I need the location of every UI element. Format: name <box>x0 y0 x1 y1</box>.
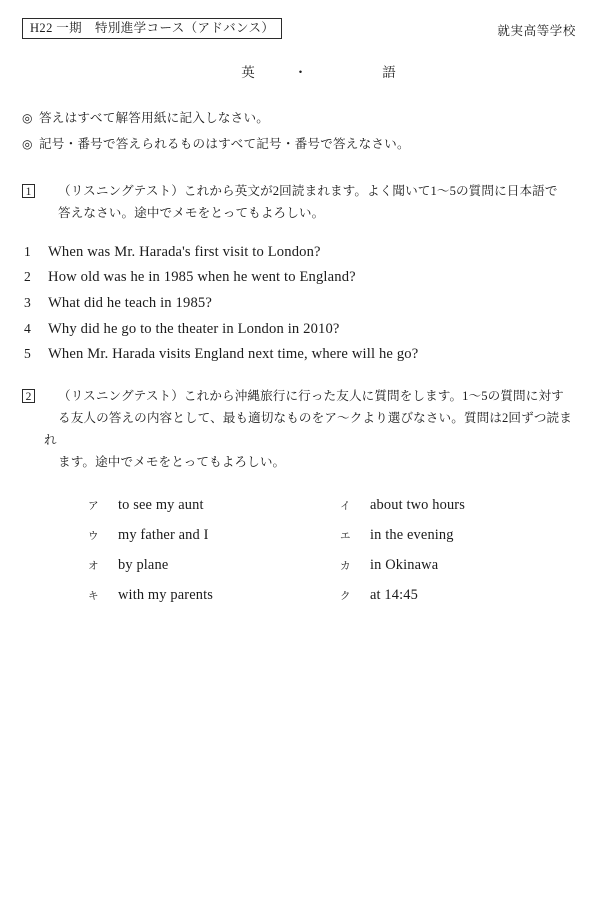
item-number: 5 <box>24 346 31 362</box>
choice-item <box>340 587 578 604</box>
list-item <box>22 347 578 362</box>
subject-dot: ・ <box>293 65 309 81</box>
page-header <box>22 18 578 39</box>
subject-title <box>22 61 578 81</box>
choice-item <box>340 527 578 544</box>
choice-item <box>340 497 578 514</box>
item-number: 2 <box>24 269 31 285</box>
subject-char-1: 英 <box>241 65 256 81</box>
choice-mark: ア <box>88 500 99 512</box>
choice-text: with my parents <box>118 586 213 603</box>
choice-text: by plane <box>118 556 169 573</box>
choice-mark: オ <box>88 560 99 572</box>
choice-item <box>340 557 578 574</box>
instruction-line <box>22 132 578 157</box>
choice-text: my father and I <box>118 526 209 543</box>
choice-item <box>88 557 340 574</box>
question-2-block <box>22 385 578 604</box>
choice-mark: ク <box>340 590 351 602</box>
instruction-text: 記号・番号で答えられるものはすべて記号・番号で答えなさい。 <box>39 136 410 151</box>
question-number-box <box>22 180 44 202</box>
item-text: When was Mr. Harada's first visit to London? <box>48 243 321 260</box>
choice-text: at 14:45 <box>370 586 418 603</box>
choice-mark: キ <box>88 590 99 602</box>
subject-char-2: 語 <box>382 65 397 81</box>
choice-mark: エ <box>340 530 351 542</box>
item-number: 1 <box>24 243 31 259</box>
item-text: How old was he in 1985 when he went to England? <box>48 269 356 286</box>
question-number-box <box>22 385 44 407</box>
choice-text: to see my aunt <box>118 496 204 513</box>
list-item <box>22 270 578 285</box>
question-1-line-2: 答えなさい。途中でメモをとってもよろしい。 <box>58 205 325 220</box>
question-2-line-2: る友人の答えの内容として、最も適切なものをア～クより選びなさい。質問は2回ずつ読まれ <box>44 410 572 447</box>
double-circle-icon: ◎ <box>22 136 33 151</box>
exam-label-box: H22 一期 特別進学コース（アドバンス） <box>22 18 282 39</box>
question-2-text <box>44 385 578 473</box>
question-1-block <box>22 180 578 362</box>
list-item <box>22 296 578 311</box>
question-2-line-1: （リスニングテスト）これから沖縄旅行に行った友人に質問をします。1～5の質問に対す <box>58 388 564 403</box>
choice-text: in Okinawa <box>370 556 439 573</box>
question-2-choices <box>22 497 578 604</box>
item-text: Why did he go to the theater in London in 2010? <box>48 320 340 337</box>
choice-text: about two hours <box>370 496 465 513</box>
choice-text: in the evening <box>370 526 454 543</box>
choice-mark: イ <box>340 500 351 512</box>
question-2-heading <box>22 385 578 473</box>
item-number: 3 <box>24 295 31 310</box>
question-1-items <box>22 245 578 362</box>
item-text: When Mr. Harada visits England next time, where will he go? <box>48 346 419 363</box>
instructions-block <box>22 106 578 156</box>
list-item <box>22 245 578 260</box>
instruction-line <box>22 106 578 131</box>
instruction-text: 答えはすべて解答用紙に記入しなさい。 <box>39 111 270 126</box>
question-number-1: 1 <box>22 184 35 198</box>
question-1-line-1: （リスニングテスト）これから英文が2回読まれます。よく聞いて1～5の質問に日本語で <box>58 183 558 198</box>
question-1-heading <box>22 180 578 224</box>
item-text: What did he teach in 1985? <box>48 295 212 311</box>
list-item <box>22 322 578 337</box>
double-circle-icon: ◎ <box>22 111 33 126</box>
question-1-text <box>44 180 578 224</box>
choice-item <box>88 527 340 544</box>
choice-item <box>88 497 340 514</box>
question-number-2: 2 <box>22 389 35 403</box>
choice-mark: カ <box>340 560 351 572</box>
school-name: 就実高等学校 <box>497 24 576 38</box>
question-2-line-3: ます。途中でメモをとってもよろしい。 <box>58 454 286 469</box>
choice-item <box>88 587 340 604</box>
choice-mark: ウ <box>88 530 99 542</box>
item-number: 4 <box>24 320 31 336</box>
